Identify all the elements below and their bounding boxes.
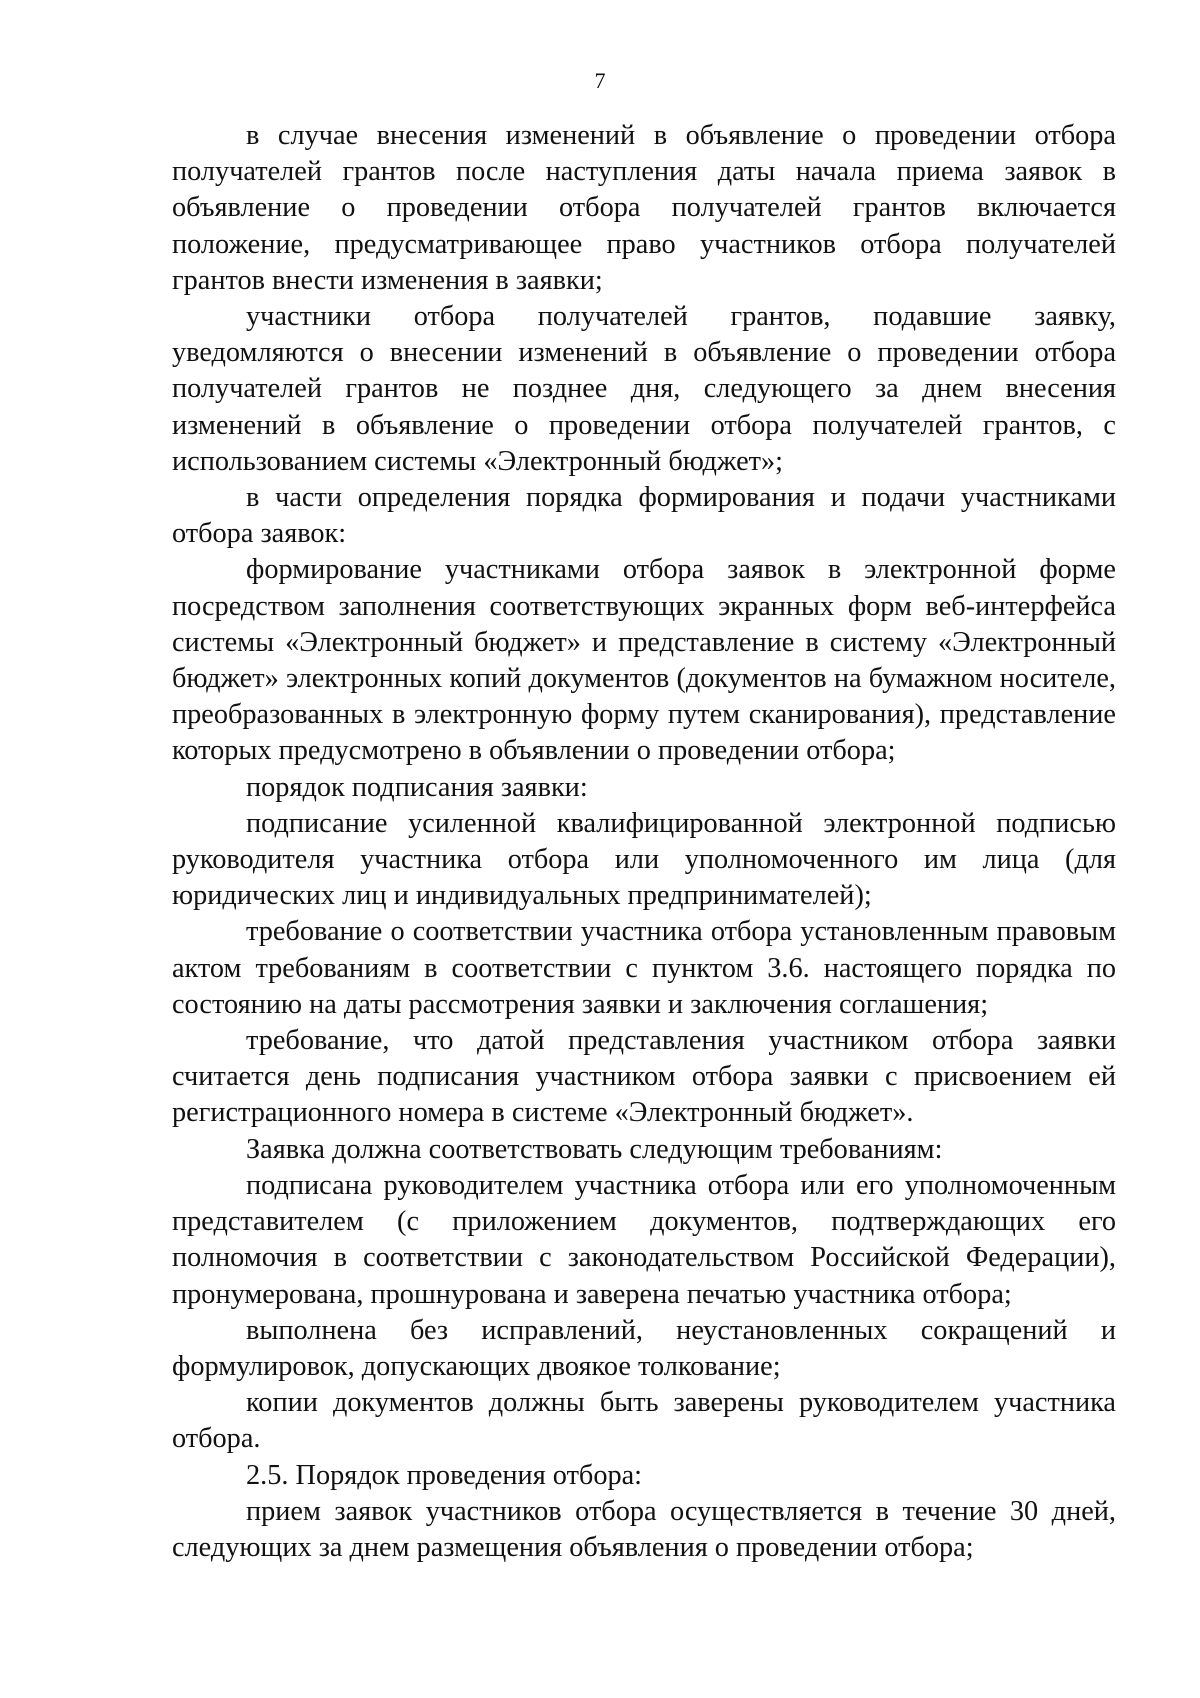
document-body (172, 118, 1116, 1566)
paragraph-application-procedure: в части определения порядка формирования и подачи участниками отбора заявок: (172, 482, 1116, 550)
paragraph-application-requirements: Заявка должна соответствовать следующим требованиям: (246, 1133, 943, 1165)
paragraph-compliance-requirement: требование о соответствии участника отбора установленным правовым актом требованиям в соответствии с пунктом 3.6. настоящего порядка по состоянию на даты рассмотрения заявки и заключения соглашения; (172, 916, 1116, 1020)
section-heading-2-5: 2.5. Порядок проведения отбора: (246, 1459, 643, 1491)
paragraph-qualified-signature: подписание усиленной квалифицированной электронной подписью руководителя участника отбора или уполномоченного им лица (для юридических лиц и индивидуальных предпринимателей); (172, 807, 1116, 912)
paragraph-participants-notification: участники отбора получателей грантов, подавшие заявку, уведомляются о внесении изменений в объявление о проведении отбора получателей грантов не позднее дня, следующего за днем внесения изменений в объявление о проведении отбора получателей грантов, с использованием системы «Электронный бюджет»; (172, 301, 1116, 477)
paragraph-no-corrections: выполнена без исправлений, неустановленных сокращений и формулировок, допускающих двоякое толкование; (172, 1314, 1116, 1382)
paragraph-certified-copies: копии документов должны быть заверены руководителем участника отбора. (172, 1387, 1116, 1455)
paragraph-acceptance-period: прием заявок участников отбора осуществляется в течение 30 дней, следующих за днем размещения объявления о проведении отбора; (172, 1495, 1116, 1563)
paragraph-submission-date: требование, что датой представления участником отбора заявки считается день подписания участником отбора заявки с присвоением ей регистрационного номера в системе «Электронный бюджет». (172, 1025, 1116, 1129)
paragraph-signing-order: порядок подписания заявки: (246, 771, 588, 803)
paragraph-electronic-formation: формирование участниками отбора заявок в электронной форме посредством заполнения соответствующих экранных форм веб-интерфейса системы «Электронный бюджет» и представление в систему «Электронный бюджет» электронных копий документов (документов на бумажном носителе, преобразованных в электронную форму путем сканирования), представление которых предусмотрено в объявлении о проведении отбора; (172, 554, 1116, 767)
paragraph-amendments-rights: в случае внесения изменений в объявление о проведении отбора получателей грантов после наступления даты начала приема заявок в объявление о проведении отбора получателей грантов включается положение, предусматривающее право участников отбора получателей грантов внести изменения в заявки; (172, 120, 1116, 296)
page-number: 7 (594, 68, 606, 93)
paragraph-signed-by-head: подписана руководителем участника отбора или его уполномоченным представителем (с приложением документов, подтверждающих его полномочия в соответствии с законодательством Российской Федерации), пронумерована, прошнурована и заверена печатью участника отбора; (172, 1169, 1116, 1310)
